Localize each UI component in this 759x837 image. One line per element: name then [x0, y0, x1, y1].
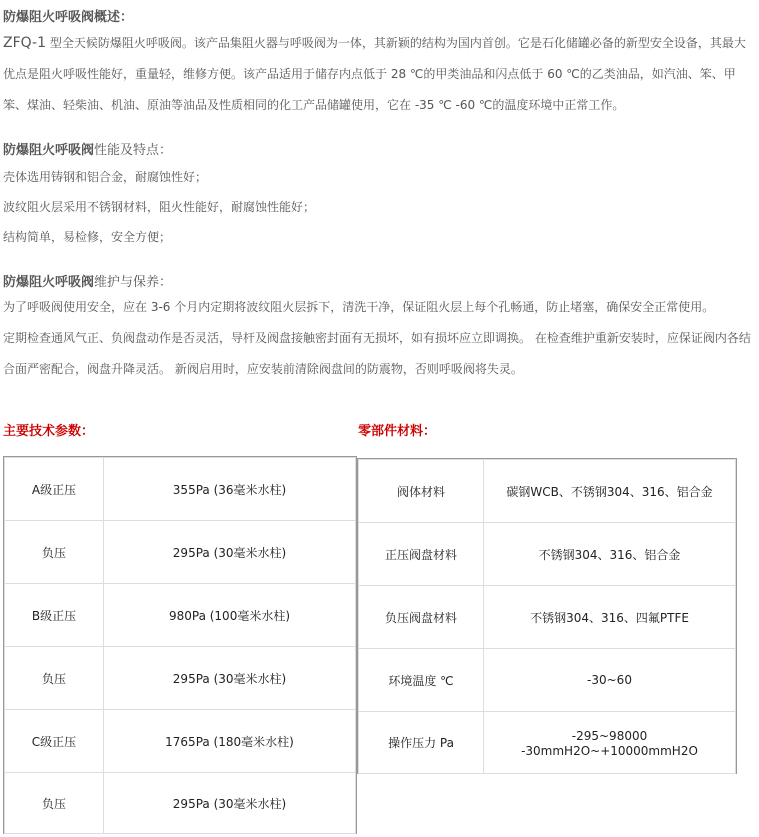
overview-title: 防爆阻火呼吸阀概述： [3, 10, 134, 25]
param-value: 1765Pa (180毫米水柱) [104, 710, 356, 773]
material-label: 正压阀盘材料 [359, 523, 484, 586]
table-row [5, 710, 356, 773]
feature-item: 结构简单，易检修，安全方便； [3, 230, 172, 244]
maintenance-title: 防爆阻火呼吸阀维护与保养： [3, 275, 173, 290]
overview-paragraph [3, 28, 755, 121]
material-value: -295~98000 -30mmH2O~+10000mmH2O [484, 712, 736, 774]
table-row [359, 523, 736, 586]
materials-title: 零部件材料： [358, 424, 437, 439]
param-value: 295Pa (30毫米水柱) [104, 647, 356, 710]
material-label: 负压阀盘材料 [359, 586, 484, 649]
table-row [359, 586, 736, 649]
param-label: B级正压 [5, 584, 104, 647]
maintenance-line-3: 合面严密配合，阀盘升降灵活。 新阀启用时，应安装前清除阀盘间的防震物，否则呼吸阀将失灵。 [3, 362, 523, 376]
param-label: 负压 [5, 647, 104, 710]
feature-item: 壳体选用铸钢和铝合金，耐腐蚀性好； [3, 170, 208, 184]
table-row [359, 649, 736, 712]
feature-item: 波纹阻火层采用不锈钢材料，阻火性能好，耐腐蚀性能好； [3, 200, 316, 214]
table-row [5, 647, 356, 710]
maintenance-line-1: 为了呼吸阀使用安全，应在 3-6 个月内定期将波纹阻火层拆下，清洗干净，保证阻火层上每个孔畅通，防止堵塞，确保安全正常使用。 [3, 300, 715, 314]
material-label: 环境温度 ℃ [359, 649, 484, 712]
param-value: 295Pa (30毫米水柱) [104, 773, 356, 834]
overview-line-2: 优点是阻火呼吸性能好，重量轻，维修方便。该产品适用于储存内点低于 28 ℃的甲类油品和闪点低于 60 ℃的乙类油品，如汽油、笨、甲 [3, 67, 736, 81]
material-label: 操作压力 Pa [359, 712, 484, 774]
overview-line-3: 笨、煤油、轻柴油、机油、原油等油品及性质相同的化工产品储罐使用，它在 -35 ℃ -60 ℃的温度环境中正常工作。 [3, 98, 625, 112]
maintenance-paragraph [3, 292, 755, 385]
features-title: 防爆阻火呼吸阀性能及特点： [3, 143, 173, 158]
param-label: C级正压 [5, 710, 104, 773]
tech-params-table [4, 457, 356, 834]
material-value: 碳钢WCB、不锈钢304、316、铝合金 [484, 460, 736, 523]
param-value: 295Pa (30毫米水柱) [104, 521, 356, 584]
material-value: 不锈钢304、316、四氟PTFE [484, 586, 736, 649]
param-label: 负压 [5, 521, 104, 584]
param-label: 负压 [5, 773, 104, 834]
material-value: 不锈钢304、316、铝合金 [484, 523, 736, 586]
model-code: ZFQ-1 [3, 35, 47, 51]
param-value: 355Pa (36毫米水柱) [104, 458, 356, 521]
param-value: 980Pa (100毫米水柱) [104, 584, 356, 647]
table-row [5, 521, 356, 584]
table-row [359, 712, 736, 774]
tech-params-title: 主要技术参数： [3, 424, 95, 439]
overview-line-1: ZFQ-1 型全天候防爆阻火呼吸阀。该产品集阻火器与呼吸阀为一体，其新颖的结构为国内首创。它是石化储罐必备的新型安全设备，其最大 [3, 35, 746, 51]
table-row [5, 584, 356, 647]
param-label: A级正压 [5, 458, 104, 521]
maintenance-line-2: 定期检查通风气正、负阀盘动作是否灵活，导杆及阀盘接触密封面有无损坏，如有损坏应立即调换。 在检查维护重新安装时，应保证阀内各结 [3, 331, 751, 345]
materials-table [358, 459, 736, 774]
table-row [5, 458, 356, 521]
table-row [359, 460, 736, 523]
table-row [5, 773, 356, 834]
material-value: -30~60 [484, 649, 736, 712]
material-label: 阀体材料 [359, 460, 484, 523]
